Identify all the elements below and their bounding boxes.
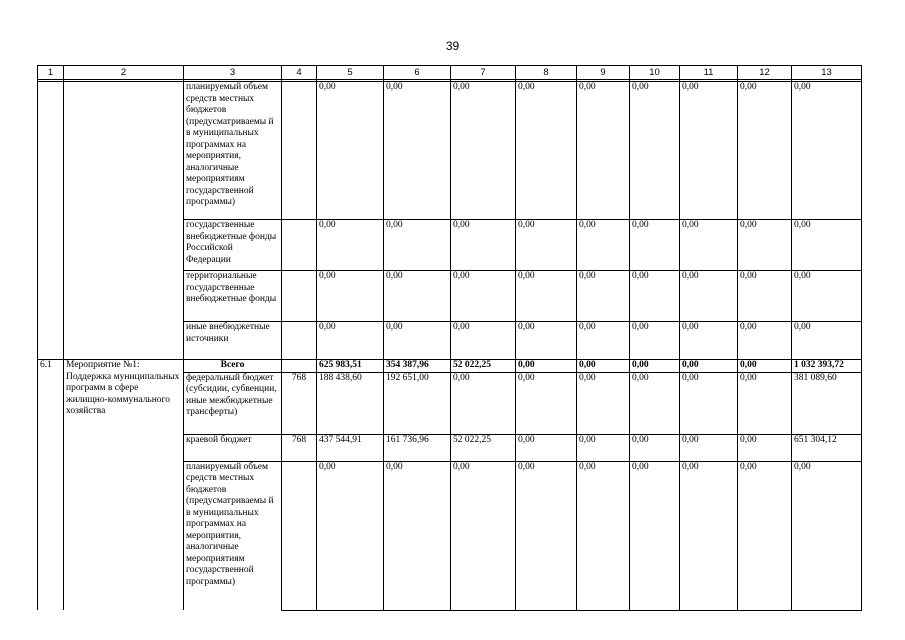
amount-cell: 0,00 (577, 220, 630, 271)
amount-cell: 0,00 (738, 82, 792, 220)
amount-cell: 161 736,96 (384, 434, 451, 461)
funding-source: федеральный бюджет (субсидии, субвенции, иные межбюджетные трансферты) (184, 372, 282, 434)
amount-cell: 0,00 (384, 461, 451, 610)
col-header: 4 (282, 66, 317, 80)
column-number-row (38, 66, 862, 80)
amount-cell: 0,00 (630, 271, 680, 322)
amount-cell: 0,00 (384, 82, 451, 220)
amount-cell: 0,00 (516, 372, 577, 434)
amount-cell: 0,00 (577, 434, 630, 461)
amount-cell: 0,00 (577, 461, 630, 610)
col-header: 10 (630, 66, 680, 80)
amount-cell: 0,00 (630, 461, 680, 610)
amount-cell: 0,00 (680, 82, 738, 220)
amount-cell: 0,00 (630, 82, 680, 220)
budget-code (282, 322, 317, 360)
amount-cell: 0,00 (577, 360, 630, 373)
funding-source: краевой бюджет (184, 434, 282, 461)
amount-cell: 0,00 (680, 360, 738, 373)
amount-cell: 0,00 (738, 434, 792, 461)
amount-cell: 1 032 393,72 (792, 360, 862, 373)
amount-cell: 0,00 (630, 434, 680, 461)
amount-cell: 625 983,51 (317, 360, 384, 373)
amount-cell: 0,00 (680, 434, 738, 461)
amount-cell: 0,00 (451, 82, 516, 220)
amount-cell: 0,00 (680, 372, 738, 434)
col-header: 5 (317, 66, 384, 80)
amount-cell: 354 387,96 (384, 360, 451, 373)
amount-cell: 0,00 (516, 461, 577, 610)
amount-cell: 0,00 (317, 271, 384, 322)
amount-cell: 0,00 (516, 360, 577, 373)
amount-cell: 0,00 (516, 322, 577, 360)
total-row (38, 360, 862, 373)
budget-code: 768 (282, 372, 317, 434)
empty-cell (64, 82, 184, 360)
amount-cell: 0,00 (516, 434, 577, 461)
amount-cell: 192 651,00 (384, 372, 451, 434)
measure-number: 6.1 (38, 360, 64, 611)
amount-cell: 0,00 (738, 322, 792, 360)
amount-cell: 0,00 (451, 461, 516, 610)
amount-cell: 437 544,91 (317, 434, 384, 461)
amount-cell: 0,00 (577, 322, 630, 360)
measure-name: Мероприятие №1: Поддержка муниципальных программ в сфере жилищно-коммунального хозяйства (64, 360, 184, 611)
budget-code (282, 360, 317, 373)
amount-cell: 0,00 (792, 82, 862, 220)
col-header: 9 (577, 66, 630, 80)
funding-source: территориальные государственные внебюджетные фонды (184, 271, 282, 322)
amount-cell: 0,00 (516, 220, 577, 271)
col-header: 12 (738, 66, 792, 80)
amount-cell: 0,00 (680, 271, 738, 322)
col-header: 13 (792, 66, 862, 80)
amount-cell: 0,00 (317, 461, 384, 610)
amount-cell: 0,00 (577, 82, 630, 220)
amount-cell: 52 022,25 (451, 360, 516, 373)
amount-cell: 0,00 (738, 372, 792, 434)
amount-cell: 0,00 (680, 220, 738, 271)
amount-cell: 52 022,25 (451, 434, 516, 461)
amount-cell: 0,00 (792, 220, 862, 271)
amount-cell: 381 089,60 (792, 372, 862, 434)
amount-cell: 0,00 (630, 360, 680, 373)
empty-cell (38, 82, 64, 360)
col-header: 3 (184, 66, 282, 80)
budget-code (282, 461, 317, 610)
col-header: 11 (680, 66, 738, 80)
amount-cell: 0,00 (451, 220, 516, 271)
budget-code (282, 271, 317, 322)
amount-cell: 0,00 (577, 271, 630, 322)
funding-source: планируемый объем средств местных бюджетов (предусматриваемы й в муниципальных программах на мероприятия, аналогичные мероприятиям государственной программы) (184, 82, 282, 220)
amount-cell: 0,00 (317, 220, 384, 271)
amount-cell: 0,00 (630, 322, 680, 360)
page-number: 39 (445, 39, 460, 53)
funding-source: иные внебюджетные источники (184, 322, 282, 360)
amount-cell: 0,00 (792, 461, 862, 610)
amount-cell: 0,00 (451, 271, 516, 322)
col-header: 2 (64, 66, 184, 80)
budget-code: 768 (282, 434, 317, 461)
amount-cell: 651 304,12 (792, 434, 862, 461)
amount-cell: 0,00 (792, 322, 862, 360)
amount-cell: 0,00 (630, 220, 680, 271)
amount-cell: 0,00 (516, 271, 577, 322)
funding-source: государственные внебюджетные фонды Российской Федерации (184, 220, 282, 271)
amount-cell: 0,00 (384, 220, 451, 271)
amount-cell: 0,00 (680, 461, 738, 610)
amount-cell: 0,00 (516, 82, 577, 220)
amount-cell: 0,00 (680, 322, 738, 360)
amount-cell: 0,00 (738, 220, 792, 271)
col-header: 8 (516, 66, 577, 80)
budget-table (37, 65, 862, 611)
col-header: 7 (451, 66, 516, 80)
amount-cell: 0,00 (317, 82, 384, 220)
amount-cell: 0,00 (630, 372, 680, 434)
funding-source: Всего (184, 360, 282, 373)
amount-cell: 0,00 (451, 322, 516, 360)
amount-cell: 0,00 (792, 271, 862, 322)
amount-cell: 0,00 (738, 461, 792, 610)
amount-cell: 0,00 (738, 271, 792, 322)
amount-cell: 0,00 (384, 271, 451, 322)
funding-source: планируемый объем средств местных бюджетов (предусматриваемы й в муниципальных программах на мероприятия, аналогичные мероприятиям государственной программы) (184, 461, 282, 610)
col-header: 6 (384, 66, 451, 80)
amount-cell: 188 438,60 (317, 372, 384, 434)
budget-code (282, 82, 317, 220)
col-header: 1 (38, 66, 64, 80)
amount-cell: 0,00 (317, 322, 384, 360)
amount-cell: 0,00 (384, 322, 451, 360)
amount-cell: 0,00 (577, 372, 630, 434)
amount-cell: 0,00 (451, 372, 516, 434)
budget-code (282, 220, 317, 271)
amount-cell: 0,00 (738, 360, 792, 373)
table-row (38, 82, 862, 220)
